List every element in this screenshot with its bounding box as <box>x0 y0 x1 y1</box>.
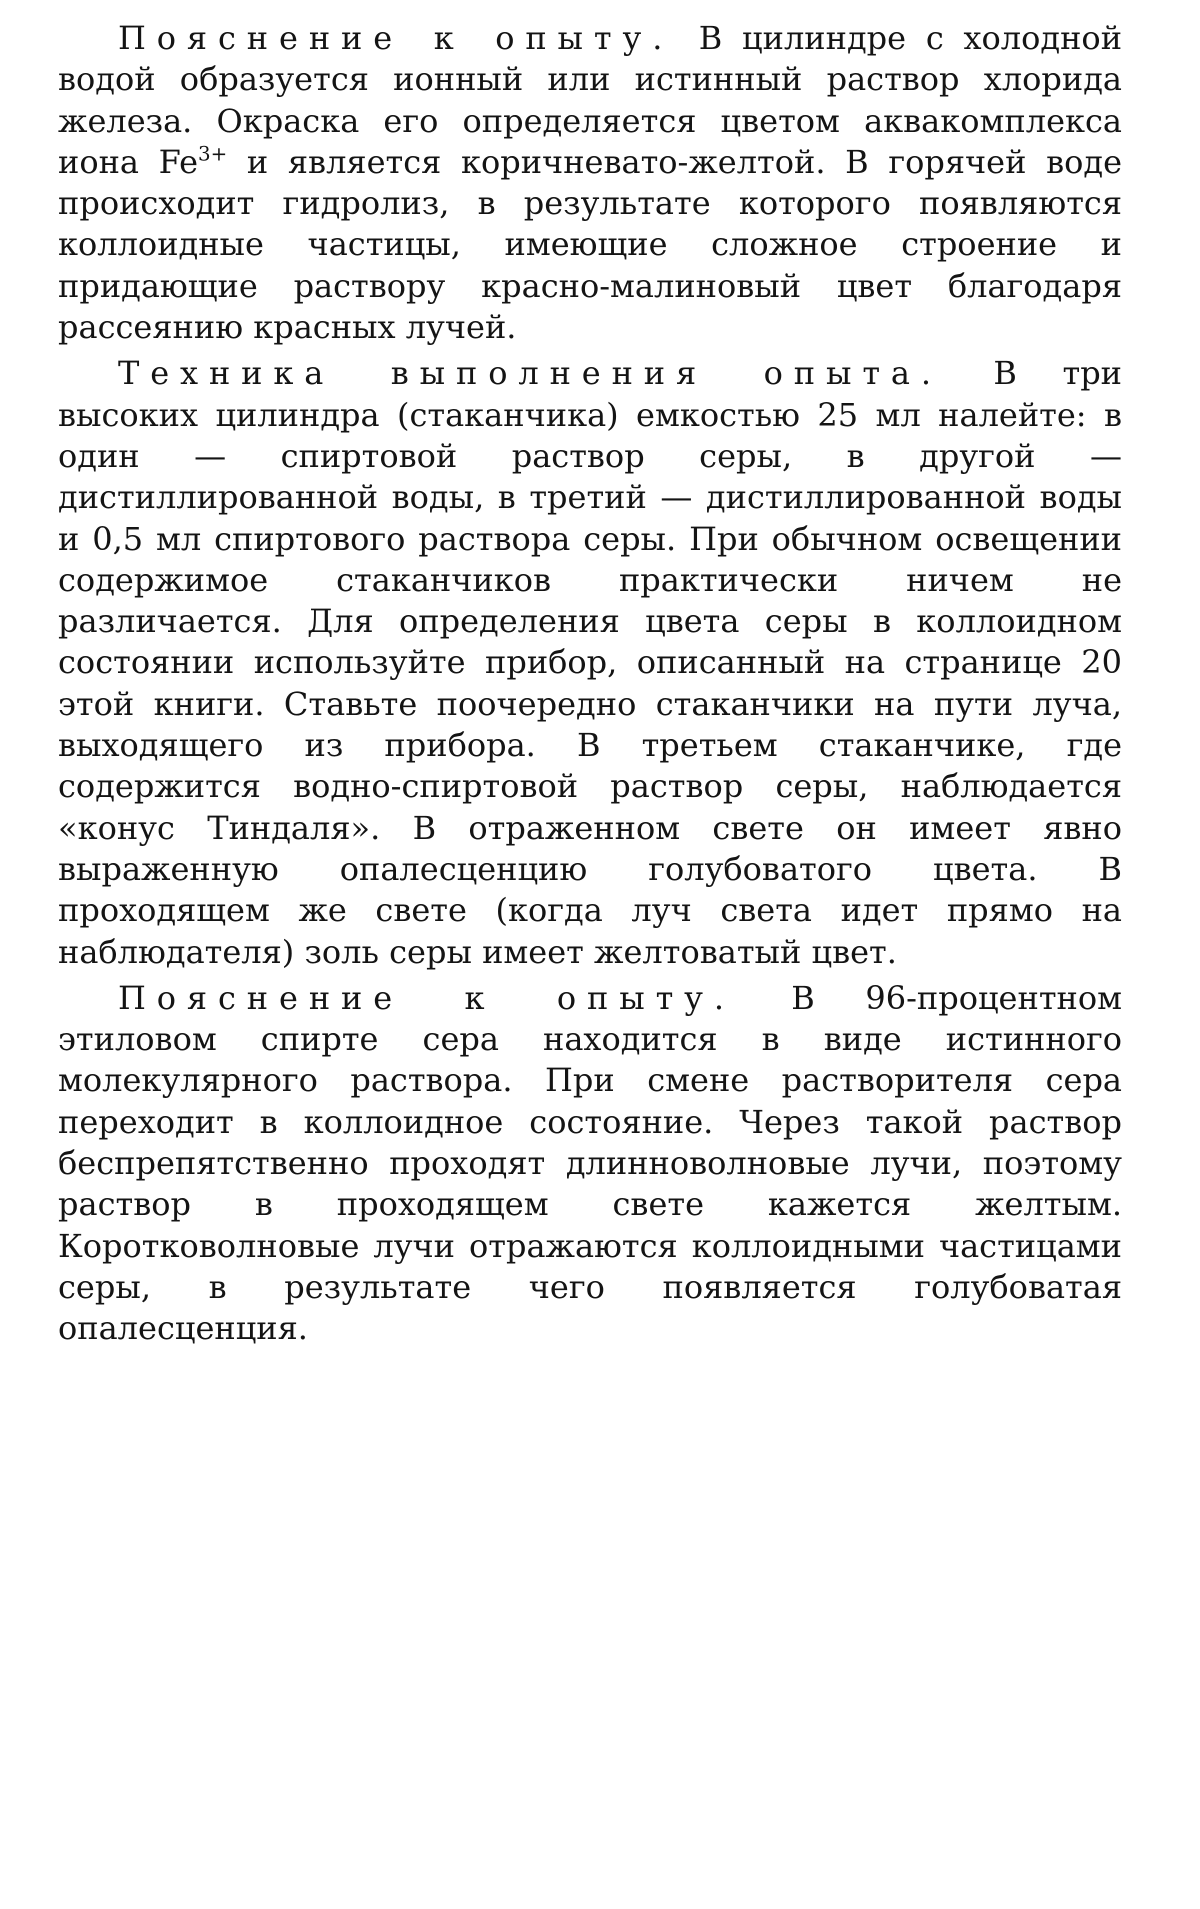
paragraph-explanation-sulfur <box>58 978 1122 1350</box>
document-page <box>58 18 1122 1355</box>
paragraph-text: В 96-процентном этиловом спирте сера находится в виде истинного молекулярного раствора. При смене растворителя сера переходит в коллоидное состояние. Через такой раствор беспрепятственно проходят длинноволновые лучи, поэтому раствор в проходящем свете кажется желтым. Коротковолновые лучи отражаются коллоидными частицами серы, в результате чего появляется голубоватая опалесценция. <box>58 978 1123 1348</box>
paragraph-lead: Пояснение к опыту. <box>118 19 674 57</box>
paragraph-text-continued: и является коричневато-желтой. В горячей воде происходит гидролиз, в результате которого появляются коллоидные частицы, имеющие сложное строение и придающие раствору красно-малиновый цвет благодаря рассеянию красных лучей. <box>58 142 1123 347</box>
paragraph-text: В три высоких цилиндра (стаканчика) емкостью 25 мл налейте: в один — спиртовой раствор серы, в другой — дистиллированной воды, в третий — дистиллированной воды и 0,5 мл спиртового раствора серы. При обычном освещении содержимое стаканчиков практически ничем не различается. Для определения цвета серы в коллоидном состоянии используйте прибор, описанный на странице 20 этой книги. Ставьте поочередно стаканчики на пути луча, выходящего из прибора. В третьем стаканчике, где содержится водно-спиртовой раствор серы, наблюдается «конус Тиндаля». В отраженном свете он имеет явно выраженную опалесценцию голубоватого цвета. В проходящем же свете (когда луч света идет прямо на наблюдателя) золь серы имеет желтоватый цвет. <box>58 354 1122 971</box>
paragraph-text: В цилиндре с холодной водой образуется ионный или истинный раствор хлорида железа. Окраска его определяется цветом аквакомплекса иона Fe <box>58 19 1123 181</box>
superscript-charge: 3+ <box>198 142 228 166</box>
paragraph-lead: Техника выполнения опыта. <box>118 354 942 393</box>
paragraph-explanation-iron <box>58 18 1122 348</box>
paragraph-lead: Пояснение к опыту. <box>118 978 735 1017</box>
paragraph-technique <box>58 353 1122 972</box>
